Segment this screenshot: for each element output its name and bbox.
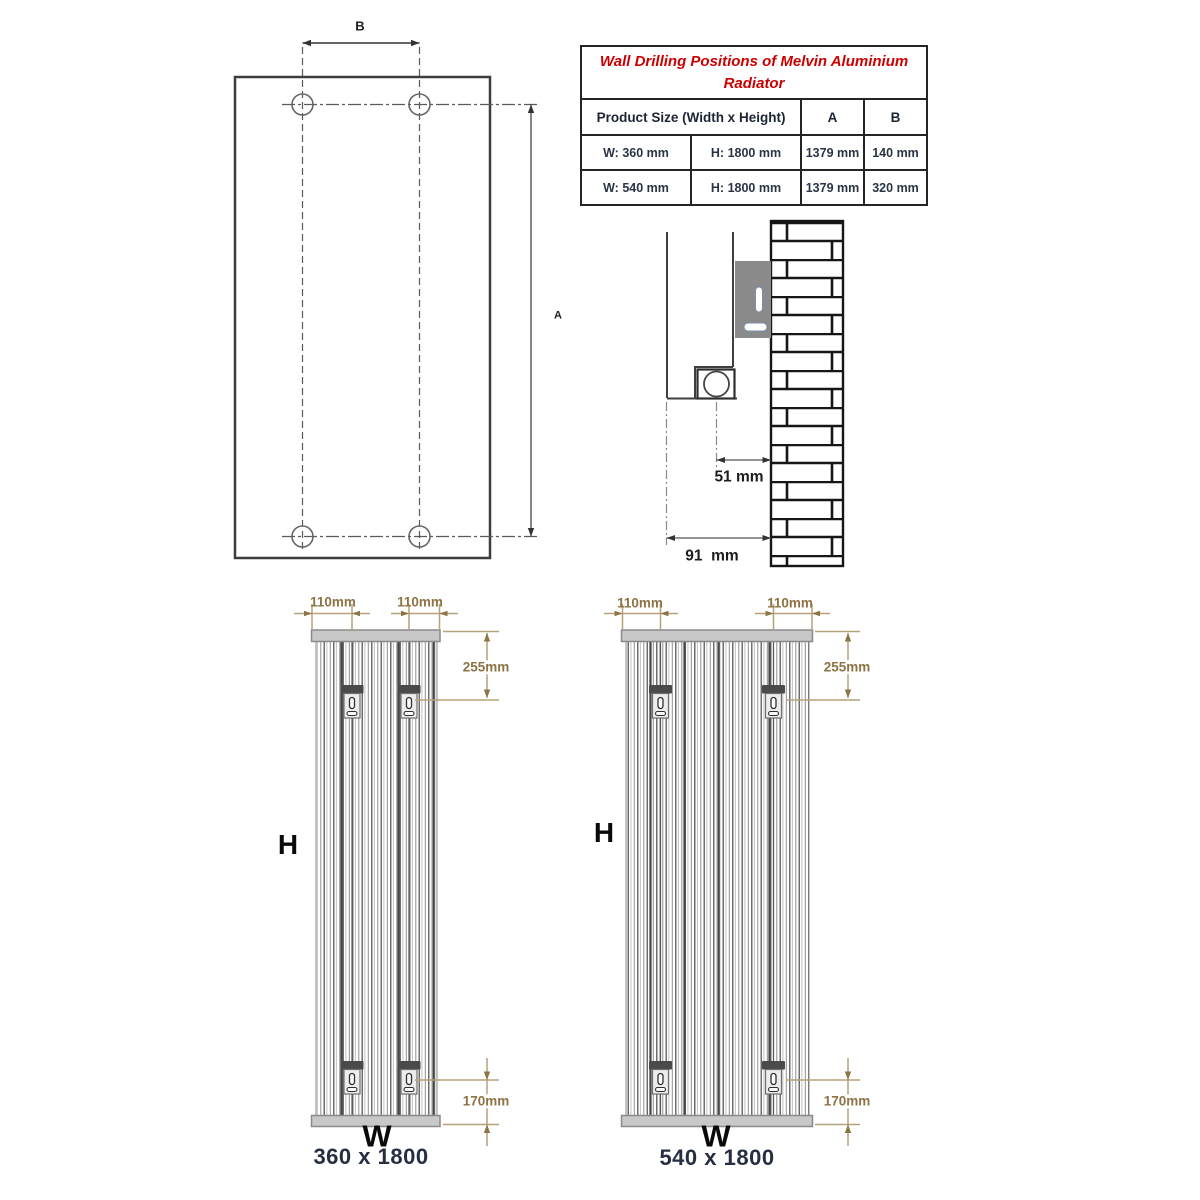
cell-height: H: 1800 mm	[691, 170, 801, 205]
wall-bracket	[735, 261, 771, 338]
top-cap	[312, 630, 441, 642]
drilling-positions-table	[580, 45, 928, 206]
cell-b: 320 mm	[864, 170, 927, 205]
dimension-label-a: A	[554, 309, 562, 322]
cell-width: W: 360 mm	[581, 135, 691, 170]
width-label: W	[362, 1118, 392, 1154]
dimension-label-51mm: 51 mm	[714, 468, 764, 486]
drilling-position-diagram	[235, 40, 537, 558]
mounting-bracket	[398, 685, 421, 718]
dimension-label-110mm: 110mm	[617, 595, 663, 611]
top-cap	[622, 630, 813, 642]
table-title: Wall Drilling Positions of Melvin Aluminium Radiator	[581, 46, 927, 99]
wall-mount-side-view	[667, 221, 844, 566]
cell-width: W: 540 mm	[581, 170, 691, 205]
width-label: W	[701, 1118, 731, 1154]
mounting-bracket	[649, 1061, 672, 1094]
radiator-front-view-540	[604, 604, 860, 1146]
cell-height: H: 1800 mm	[691, 135, 801, 170]
mounting-bracket	[762, 1061, 785, 1094]
dimension-label-91mm: 91 mm	[685, 547, 739, 565]
dimension-label-170mm: 170mm	[821, 1094, 874, 1108]
table-row	[581, 170, 927, 205]
dimension-label-110mm: 110mm	[397, 594, 443, 610]
mounting-bracket	[762, 685, 785, 718]
dimension-label-110mm: 110mm	[310, 594, 356, 610]
table-row	[581, 135, 927, 170]
radiator-front-view-360	[294, 604, 499, 1146]
dimension-label-170mm: 170mm	[460, 1094, 513, 1108]
column-header-product-size: Product Size (Width x Height)	[581, 99, 801, 135]
column-header-b: B	[864, 99, 927, 135]
dimension-label-255mm: 255mm	[821, 660, 874, 674]
pipe-connection	[704, 372, 729, 397]
column-header-a: A	[801, 99, 864, 135]
cell-b: 140 mm	[864, 135, 927, 170]
cell-a: 1379 mm	[801, 135, 864, 170]
mounting-bracket	[649, 685, 672, 718]
dimension-label-110mm: 110mm	[767, 595, 813, 611]
size-caption-360x1800: 360 x 1800	[313, 1144, 429, 1169]
brick-wall	[771, 221, 843, 566]
height-label: H	[277, 829, 299, 860]
size-caption-540x1800: 540 x 1800	[659, 1145, 775, 1170]
height-label: H	[593, 817, 615, 848]
mounting-bracket	[398, 1061, 421, 1094]
dimension-label-b: B	[355, 18, 365, 34]
mounting-bracket	[341, 685, 364, 718]
mounting-bracket	[341, 1061, 364, 1094]
cell-a: 1379 mm	[801, 170, 864, 205]
dimension-label-255mm: 255mm	[460, 660, 513, 674]
